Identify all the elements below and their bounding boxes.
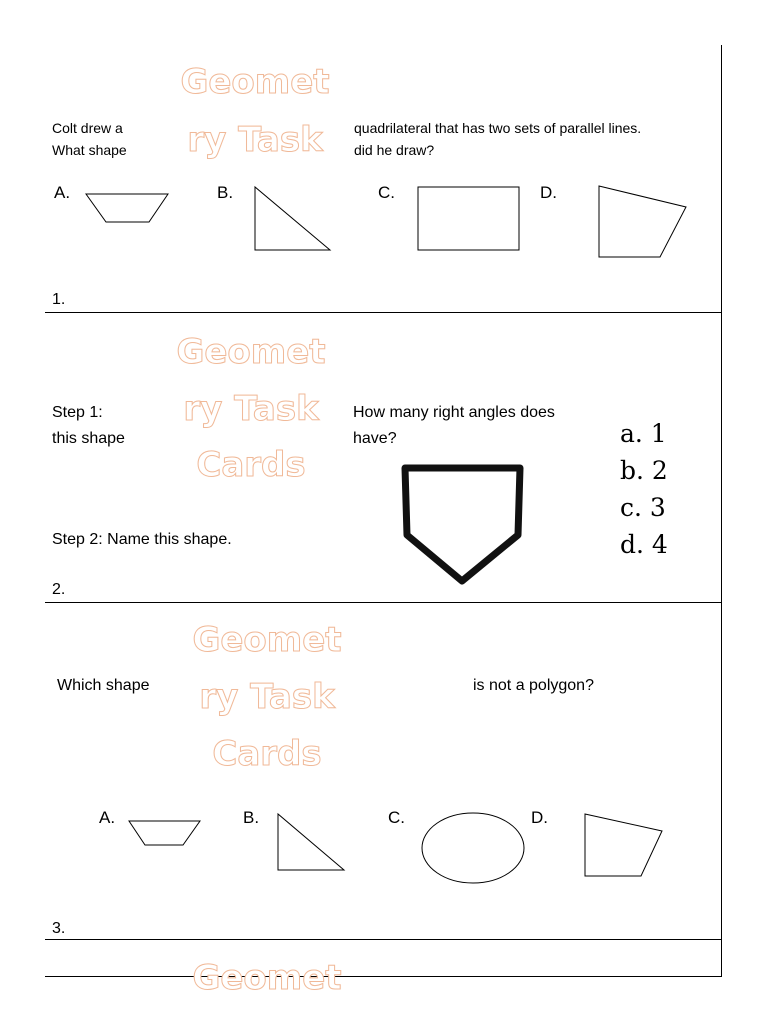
watermark-line: ry Task — [183, 389, 319, 429]
card-divider — [45, 312, 722, 313]
answer-choice: c. 3 — [620, 493, 666, 522]
watermark-line: Geomet — [180, 62, 330, 102]
question-text: have? — [353, 430, 397, 447]
card-number: 3. — [52, 920, 66, 937]
question-text: did he draw? — [354, 142, 435, 158]
right-triangle-shape — [254, 186, 332, 252]
watermark-line: Geomet — [192, 620, 342, 660]
option-b-label: B. — [217, 183, 234, 202]
watermark-line: Geomet — [192, 958, 342, 998]
answer-choice: b. 2 — [620, 456, 668, 485]
card-divider — [45, 939, 722, 940]
trapezoid-shape — [85, 193, 170, 225]
answer-choice: a. 1 — [620, 419, 667, 448]
question-text: Colt drew a — [52, 120, 123, 136]
question-text: is not a polygon? — [473, 677, 594, 694]
question-text: What shape — [52, 142, 127, 158]
card-number: 2. — [52, 581, 66, 598]
question-text: quadrilateral that has two sets of parallel lines. — [354, 120, 642, 136]
card-divider — [45, 602, 722, 603]
question-text: How many right angles does — [353, 404, 555, 421]
rectangle-shape — [417, 186, 521, 252]
right-triangle-shape — [277, 813, 347, 872]
ellipse-shape — [421, 812, 527, 886]
question-text: Which shape — [57, 677, 150, 694]
option-d-label: D. — [531, 808, 548, 827]
option-d-label: D. — [540, 183, 557, 202]
home-plate-shape — [400, 463, 526, 587]
option-c-label: C. — [378, 183, 395, 202]
question-text: Step 2: Name this shape. — [52, 531, 232, 548]
quadrilateral-shape — [584, 813, 666, 879]
watermark-line: ry Task — [187, 120, 323, 160]
watermark-line: Cards — [196, 445, 306, 485]
option-a-label: A. — [99, 808, 116, 827]
question-text: this shape — [52, 430, 125, 447]
option-b-label: B. — [243, 808, 260, 827]
watermark-line: Geomet — [176, 332, 326, 372]
answer-choice: d. 4 — [620, 530, 668, 559]
quadrilateral-shape — [598, 185, 690, 260]
card-number: 1. — [52, 291, 66, 308]
option-c-label: C. — [388, 808, 405, 827]
trapezoid-shape — [128, 820, 202, 848]
option-a-label: A. — [54, 183, 71, 202]
watermark-line: ry Task — [199, 677, 335, 717]
right-border — [721, 45, 722, 977]
watermark-line: Cards — [212, 734, 322, 774]
card-divider — [45, 976, 722, 977]
question-text: Step 1: — [52, 404, 103, 421]
